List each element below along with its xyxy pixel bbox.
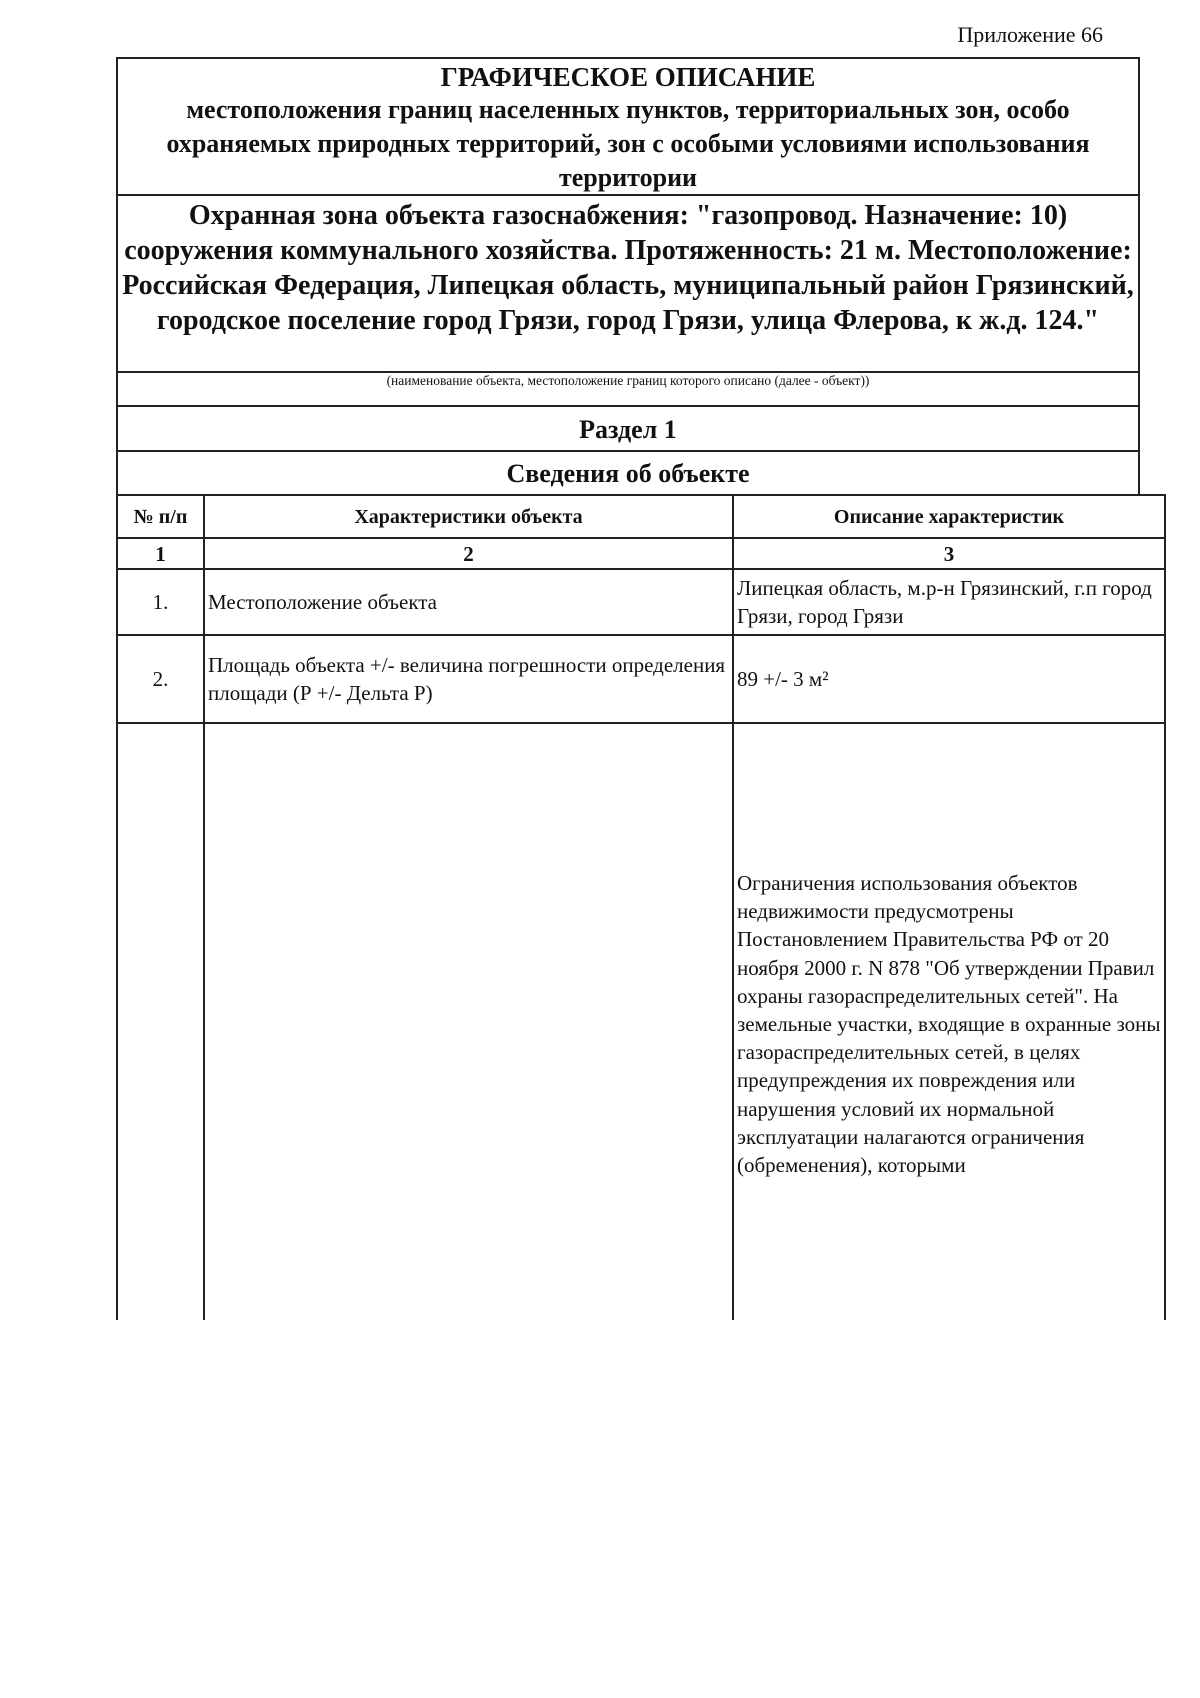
row-characteristic: Площадь объекта +/- величина погрешности определения площади (Р +/- Дельта Р) [204, 635, 733, 723]
row-number [117, 723, 204, 1320]
row-description: Ограничения использования объектов недвижимости предусмотрены Постановлением Правительства РФ от 20 ноября 2000 г. N 878 "Об утверждении Правил охраны газораспределительных сетей". На земельные участки, входящие в охранные зоны газораспределительных сетей, в целях предупреждения их повреждения или нарушения условий их нормальной эксплуатации налагаются ограничения (обременения), которыми [733, 723, 1165, 1320]
row-number: 1. [117, 569, 204, 635]
column-number: 1 [117, 538, 204, 569]
table-header-row [117, 495, 1165, 538]
column-number-row [117, 538, 1165, 569]
table-row [117, 569, 1165, 635]
column-number: 2 [204, 538, 733, 569]
row-characteristic [204, 723, 733, 1320]
appendix-label: Приложение 66 [957, 22, 1103, 47]
object-caption: (наименование объекта, местоположение границ которого описано (далее - объект)) [116, 371, 1140, 405]
row-description: 89 +/- 3 м² [733, 635, 1165, 723]
object-info-table [116, 494, 1166, 1320]
title-block [116, 57, 1140, 194]
section-title: Раздел 1 [116, 405, 1140, 450]
object-name: Охранная зона объекта газоснабжения: "газопровод. Назначение: 10) сооружения коммунального хозяйства. Протяженность: 21 м. Местоположение: Российская Федерация, Липецкая область, муниципальный район Грязинский, городское поселение город Грязи, город Грязи, улица Флерова, к ж.д. 124." [122, 200, 1134, 336]
header-characteristic: Характеристики объекта [204, 495, 733, 538]
document-body [116, 57, 1161, 1320]
document-title: ГРАФИЧЕСКОЕ ОПИСАНИЕ [440, 62, 816, 92]
header-description: Описание характеристик [733, 495, 1165, 538]
section-subtitle: Сведения об объекте [116, 450, 1140, 494]
row-number: 2. [117, 635, 204, 723]
object-name-block [116, 194, 1140, 371]
header-number: № п/п [117, 495, 204, 538]
table-row [117, 635, 1165, 723]
row-description: Липецкая область, м.р-н Грязинский, г.п город Грязи, город Грязи [733, 569, 1165, 635]
table-row [117, 723, 1165, 1320]
column-number: 3 [733, 538, 1165, 569]
document-subtitle: местоположения границ населенных пунктов, территориальных зон, особо охраняемых природных территорий, зон с особыми условиями использования территории [166, 95, 1090, 192]
row-characteristic: Местоположение объекта [204, 569, 733, 635]
